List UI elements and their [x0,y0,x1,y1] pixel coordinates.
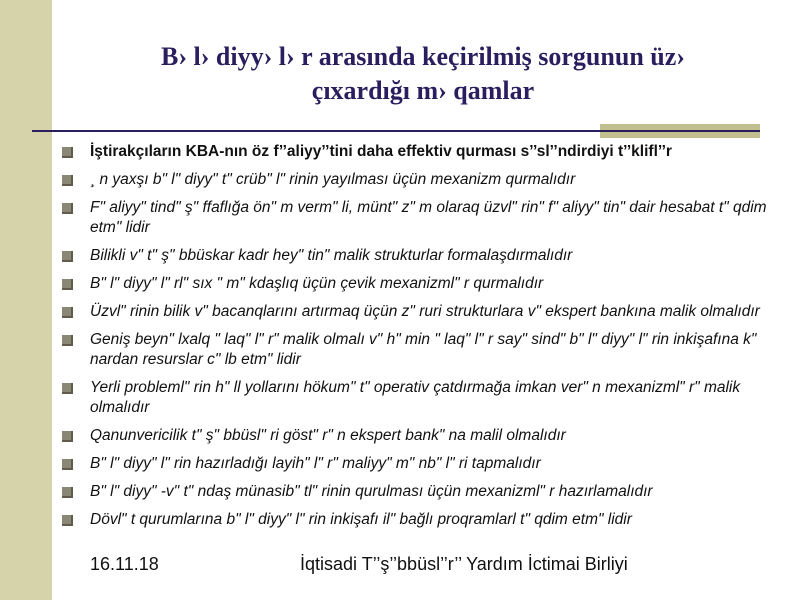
bullet-item [62,454,782,474]
square-bullet-icon [62,431,73,442]
bullet-item [62,330,782,370]
slide-title [58,40,788,108]
left-decorative-band [0,0,52,600]
bullet-text: F" aliyy" tind" ş" ffaflığa ön" m verm" li, münt" z" m olaraq üzvl" rin" f" aliyy" tin" dair hesabat t" qdim etm" lidir [90,199,767,236]
square-bullet-icon [62,147,73,158]
bullet-text: Yerli probleml" rin h" ll yollarını hökum" t" operativ çatdırmağa imkan ver" n mexanizml" r" malik olmalıdır [90,379,741,416]
bullet-item [62,302,782,322]
square-bullet-icon [62,515,73,526]
bullet-text: Üzvl" rinin bilik v" bacanqlarını artırmaq üçün z" ruri strukturlara v" ekspert bankına malik olmalıdır [90,303,760,320]
bullet-item [62,426,782,446]
bullet-item [62,274,782,294]
bullet-text: Geniş beyn" lxalq " laq" l" r" malik olmalı v" h" min " laq" l" r say" sind" b" l" diyy" l" rin inkişafına k" nardan resurslar c" lb etm" lidir [90,331,757,368]
bullet-item [62,198,782,238]
bullet-list [62,142,782,538]
bullet-text: B" l" diyy" -v" t" ndaş münasib" tl" rinin qurulması üçün mexanizml" r hazırlamalıdır [90,483,653,500]
slide-title-line-2: çıxardığı m› qamlar [311,76,535,105]
square-bullet-icon [62,487,73,498]
bullet-text: Bilikli v" t" ş" bbüskar kadr hey" tin" malik strukturlar formalaşdırmalıdır [90,247,573,264]
bullet-text: Qanunvericilik t" ş" bbüsl" ri göst" r" n ekspert bank" na malil olmalıdır [90,427,566,444]
slide-title-line-1: B› l› diyy› l› r arasında keçirilmiş sorgunun üz› [161,42,685,71]
bullet-text: ¸ n yaxşı b" l" diyy" t" crüb" l" rinin yayılması üçün mexanizm qurmalıdır [90,171,576,188]
bullet-text: Dövl" t qurumlarına b" l" diyy" l" rin inkişafı il" bağlı proqramlarl t" qdim etm" lidir [90,511,632,528]
square-bullet-icon [62,251,73,262]
bullet-text: B" l" diyy" l" rin hazırladığı layih" l" r" maliyy" m" nb" l" ri tapmalıdır [90,455,541,472]
footer-date: 16.11.18 [90,554,159,574]
bullet-item [62,510,782,530]
bullet-text: B" l" diyy" l" rl" sıx " m" kdaşlıq üçün çevik mexanizml" r qurmalıdır [90,275,544,292]
bullet-item [62,482,782,502]
square-bullet-icon [62,307,73,318]
footer-organization: İqtisadi T’’ş’’bbüsl’’r’’ Yardım İctimai Birliyi [300,554,628,574]
bullet-item [62,170,782,190]
square-bullet-icon [62,335,73,346]
bullet-item [62,378,782,418]
square-bullet-icon [62,383,73,394]
square-bullet-icon [62,459,73,470]
bullet-item [62,246,782,266]
title-divider [32,130,760,132]
bullet-item [62,142,782,162]
square-bullet-icon [62,203,73,214]
bullet-text: İştirakçıların KBA-nın öz f’’aliyy’’tini daha effektiv qurması s’’sl’’ndirdiyi t’’klifl’’r [90,143,672,160]
square-bullet-icon [62,175,73,186]
square-bullet-icon [62,279,73,290]
